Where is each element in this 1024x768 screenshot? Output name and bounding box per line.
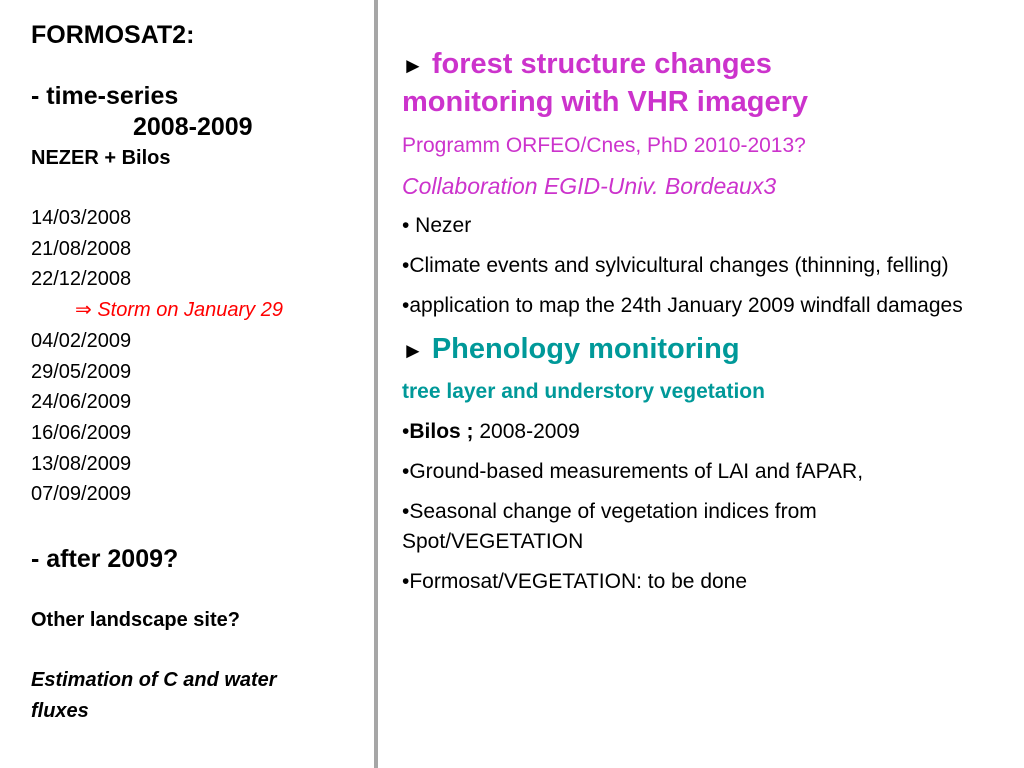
section2-heading [402,331,1002,369]
date-item: 07/09/2009 [31,483,132,506]
right-pointer-icon: ► [402,53,424,78]
section1-heading [402,46,1002,121]
section1-heading-line1: forest structure changes [431,48,772,80]
implies-arrow-icon: ⇒ [75,299,92,322]
bullet-item: •Formosat/VEGETATION: to be done [402,570,748,593]
other-site-label: Other landscape site? [31,609,240,632]
spacer [31,510,366,544]
after-2009-label: - after 2009? [31,545,179,574]
date-item: 29/05/2009 [31,360,132,383]
date-item: 24/06/2009 [31,391,132,414]
collaboration-line: Collaboration EGID-Univ. Bordeaux3 [402,173,777,199]
date-item: 21/08/2008 [31,237,132,260]
right-column [402,46,1002,597]
date-item: 14/03/2008 [31,207,132,229]
bullet-item: •application to map the 24th January 2009 windfall damages [402,294,963,317]
bullet-item: •Seasonal change of vegetation indices from Spot/VEGETATION [402,500,817,553]
bilos-years: 2008-2009 [479,420,580,443]
estimation-line-2: fluxes [31,700,89,723]
spacer [31,173,366,203]
bilos-label: Bilos ; [409,420,474,443]
bullet-item: • Nezer [402,214,472,237]
storm-note-text: Storm on January 29 [97,299,283,322]
section2-subheading: tree layer and understory vegetation [402,380,765,403]
timeseries-years: 2008-2009 [133,113,253,141]
column-divider [374,0,378,768]
timeseries-label: - time-series [31,82,179,110]
bilos-item [402,417,1002,447]
bullet: • [402,420,410,443]
section1-heading-line2: monitoring with VHR imagery [402,86,809,118]
sites-label: NEZER + Bilos [31,147,171,169]
dates-before-list [31,203,366,295]
programme-line: Programm ORFEO/Cnes, PhD 2010-2013? [402,134,806,157]
date-item: 22/12/2008 [31,268,132,291]
bullet-item: •Ground-based measurements of LAI and fAPAR, [402,460,864,483]
spacer [31,575,366,605]
satellite-title: FORMOSAT2: [31,21,195,49]
date-item: 13/08/2009 [31,452,132,475]
right-pointer-icon: ► [402,338,424,363]
spacer [31,51,366,81]
dates-after-list [31,326,366,510]
estimation-line-1: Estimation of C and water [31,669,277,692]
bullet-item: •Climate events and sylvicultural changes (thinning, felling) [402,254,949,277]
left-column [31,20,366,727]
spacer [31,635,366,665]
date-item: 16/06/2009 [31,421,132,444]
date-item: 04/02/2009 [31,329,132,352]
section2-heading-text: Phenology monitoring [431,333,740,365]
storm-note [31,295,366,326]
